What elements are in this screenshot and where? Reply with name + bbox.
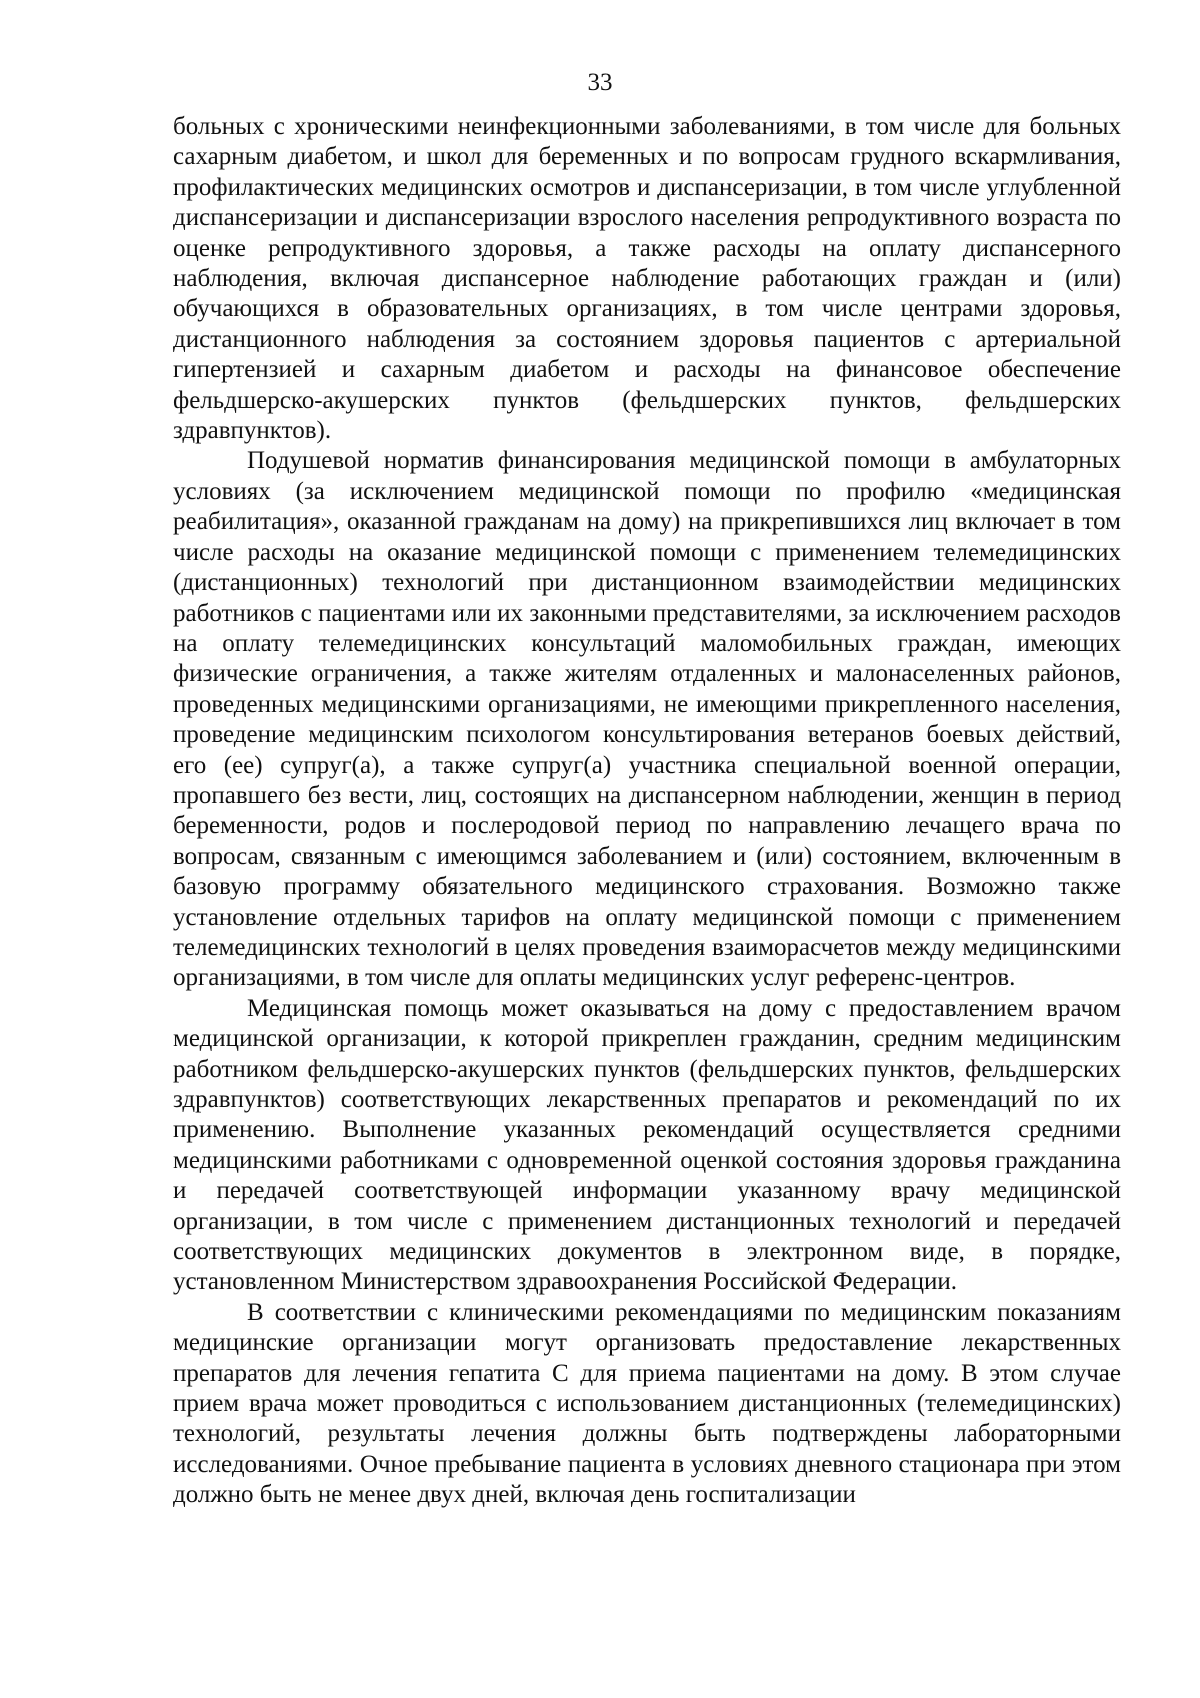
- body-text: [173, 112, 1121, 1511]
- paragraph-3: Медицинская помощь может оказываться на дому с предоставлением врачом медицинской организации, к которой прикреплен гражданин, средним медицинским работником фельдшерско-акушерских пунктов (фельдшерских пунктов, фельдшерских здравпунктов) соответствующих лекарственных препаратов и рекомендаций по их применению. Выполнение указанных рекомендаций осуществляется средними медицинскими работниками с одновременной оценкой состояния здоровья гражданина и передачей соответствующей информации указанному врачу медицинской организации, в том числе с применением дистанционных технологий и передачей соответствующих медицинских документов в электронном виде, в порядке, установленном Министерством здравоохранения Российской Федерации.: [173, 994, 1121, 1296]
- paragraph-4: В соответствии с клиническими рекомендациями по медицинским показаниям медицинские организации могут организовать предоставление лекарственных препаратов для лечения гепатита С для приема пациентами на дому. В этом случае прием врача может проводиться с использованием дистанционных (телемедицинских) технологий, результаты лечения должны быть подтверждены лабораторными исследованиями. Очное пребывание пациента в условиях дневного стационара при этом должно быть не менее двух дней, включая день госпитализации: [173, 1298, 1121, 1509]
- paragraph-2: Подушевой норматив финансирования медицинской помощи в амбулаторных условиях (за исключением медицинской помощи по профилю «медицинская реабилитация», оказанной гражданам на дому) на прикрепившихся лиц включает в том числе расходы на оказание медицинской помощи с применением телемедицинских (дистанционных) технологий при дистанционном взаимодействии медицинских работников с пациентами или их законными представителями, за исключением расходов на оплату телемедицинских консультаций маломобильных граждан, имеющих физические ограничения, а также жителям отдаленных и малонаселенных районов, проведенных медицинскими организациями, не имеющими прикрепленного населения, проведение медицинским психологом консультирования ветеранов боевых действий, его (ее) супруг(а), а также супруг(а) участника специальной военной операции, пропавшего без вести, лиц, состоящих на диспансерном наблюдении, женщин в период беременности, родов и послеродовой период по направлению лечащего врача по вопросам, связанным с имеющимся заболеванием и (или) состоянием, включенным в базовую программу обязательного медицинского страхования. Возможно также установление отдельных тарифов на оплату медицинской помощи с применением телемедицинских технологий в целях проведения взаиморасчетов между медицинскими организациями, в том числе для оплаты медицинских услуг референс-центров.: [173, 447, 1121, 992]
- paragraph-1: больных с хроническими неинфекционными заболеваниями, в том числе для больных сахарным диабетом, и школ для беременных и по вопросам грудного вскармливания, профилактических медицинских осмотров и диспансеризации, в том числе углубленной диспансеризации и диспансеризации взрослого населения репродуктивного возраста по оценке репродуктивного здоровья, а также расходы на оплату диспансерного наблюдения, включая диспансерное наблюдение работающих граждан и (или) обучающихся в образовательных организациях, в том числе центрами здоровья, дистанционного наблюдения за состоянием здоровья пациентов с артериальной гипертензией и сахарным диабетом и расходы на финансовое обеспечение фельдшерско-акушерских пунктов (фельдшерских пунктов, фельдшерских здравпунктов).: [173, 113, 1121, 445]
- page-number: 33: [587, 69, 613, 96]
